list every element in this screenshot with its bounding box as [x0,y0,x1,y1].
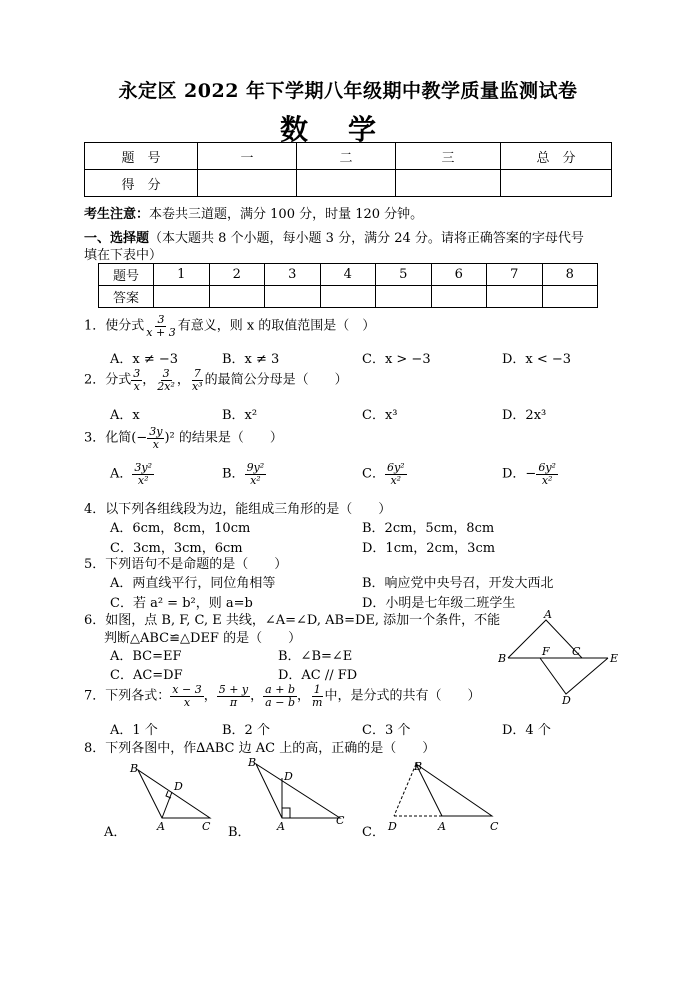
q1-den: x + 3 [146,325,176,339]
q3-option-c [362,462,407,486]
score-cell[interactable] [396,170,501,197]
q8-option-c: C． [362,825,385,840]
q6-option-a: A．BC=EF [110,649,182,664]
section1-desc-2: 填在下表中） [84,248,163,263]
q2-option-a: A．x [110,408,140,423]
q7-suffix: 中，是分式的共有（ ） [324,688,481,704]
q8c-label-b: B [414,760,423,773]
question-2: 2．分式 $\frac{3}{x}$ ， $\frac{3}{\text{2x²}}$ ， $\frac{7}{\text{x³}}$ 的最简公分母是（ ） [84,367,348,393]
answer-cell[interactable] [487,286,543,308]
q6-option-b: B．∠B=∠E [278,649,353,664]
score-row-label: 得 分 [85,170,198,197]
q8b-label-d: D [284,770,293,783]
answer-header-cell: 7 [487,264,543,286]
q8b-label-c: C [336,814,345,827]
answer-cell[interactable] [542,286,598,308]
score-header-cell: 三 [396,143,501,170]
q2-fraction-1 [131,368,142,392]
q8a-label-c: C [202,820,211,833]
q3-a-num: 3y² [134,461,153,474]
q5-option-d: D．小明是七年级二班学生 [362,596,516,611]
question-3 [84,426,283,450]
q1-option-a: A．x ≠ −3 [110,352,179,367]
q3-d-den: x² [541,473,553,487]
q1-option-d: D．x < −3 [502,352,572,367]
q3-b-num: 9y² [246,461,265,474]
q8a-label-d: D [174,780,183,793]
score-header-cell: 一 [198,143,297,170]
q7-fraction-4 [310,684,324,708]
q1-num: 3 [157,313,165,326]
score-cell[interactable] [198,170,297,197]
question-5: 5．下列语句不是命题的是（ ） [84,557,288,572]
q5-option-c: C．若 a² = b²，则 a=b [110,596,253,611]
q7-f3-num: a + b [265,683,295,696]
q7-f1-num: x − 3 [172,683,202,696]
answer-header-cell: 6 [431,264,487,286]
q6-option-d: D．AC // FD [278,668,358,683]
q3-b-frac [245,462,267,486]
score-header-cell: 二 [297,143,396,170]
question-8: 8．下列各图中，作∆ABC 边 AC 上的高，正确的是（ ） [84,741,436,756]
q3-c-num: 6y² [386,461,405,474]
notice-label: 考生注意： [84,207,150,222]
answer-row-label: 答案 [99,286,154,308]
question-1 [84,314,375,338]
q2-f2-den: 2x² [157,379,175,393]
section1-desc: （本大题共 8 个小题，每小题 3 分，满分 24 分。请将正确答案的字母代号 [149,231,584,246]
q3-prefix: 3．化简(− [84,430,148,446]
q4-option-b: B．2cm，5cm，8cm [362,521,495,536]
notice [84,203,423,222]
score-cell[interactable] [501,170,612,197]
q3-num: 3y [149,425,163,438]
q2-f1-num: 3 [133,367,141,380]
q8a-triangle [138,770,210,818]
q4-option-d: D．1cm，2cm，3cm [362,541,496,556]
q6-label-f: F [542,645,550,658]
answer-cell[interactable] [265,286,321,308]
q6-label-c: C [572,645,581,658]
question-7: 7．下列各式： $\frac{x - 3}{x}$ ， $\frac{5 + y}{\pi}$ ， $\frac{a + b}{a - b}$ ， $\frac{1}{m}$ 中，是分式的共有（ ） [84,683,481,709]
q7-prefix: 7．下列各式： [84,688,171,704]
q7-fraction-1 [170,684,203,708]
exam-title: 永定区 2022 年下学期八年级期中教学质量监测试卷 [118,80,578,102]
q7-f2-den: π [229,695,238,709]
q8-figure-b [246,754,356,836]
answer-cell[interactable] [209,286,265,308]
q3-c-den: x² [390,473,402,487]
q7-option-b: B．2 个 [222,723,270,738]
q3-c-frac [385,462,407,486]
q7-f4-num: 1 [313,683,321,696]
q8b-label-a: A [277,820,285,833]
q3-suffix: )² 的结果是（ ） [164,430,283,446]
q8-option-b: B． [228,825,251,840]
q2-option-b: B．x² [222,408,258,423]
answer-header-cell: 2 [209,264,265,286]
answer-header-cell: 题号 [99,264,154,286]
q6-label-b: B [498,652,507,665]
question-6-line1: 6．如图，点 B, F, C, E 共线，∠A=∠D, AB=DE, 添加一个条件，不能 [84,613,501,628]
q8b-right-angle [282,808,290,818]
q7-f2-num: 5 + y [218,683,249,696]
q7-fraction-3 [263,684,297,708]
q2-option-d: D．2x³ [502,408,547,423]
q3-d-frac [536,462,558,486]
q8c-triangle [416,764,492,816]
answer-cell[interactable] [431,286,487,308]
q7-f1-den: x [183,695,191,709]
subject-title: 数学 [279,113,416,146]
score-cell[interactable] [297,170,396,197]
q5-option-a: A．两直线平行，同位角相等 [110,576,276,591]
q3-option-b [222,462,266,486]
q2-prefix: 2．分式 [84,372,132,388]
answer-cell[interactable] [154,286,210,308]
q5-option-b: B．响应党中央号召，开发大西北 [362,576,554,591]
q3-b-den: x² [250,473,261,487]
q2-suffix: 的最简公分母是（ ） [204,372,348,388]
q2-option-c: C．x³ [362,408,398,423]
q8-figure-c [382,756,502,836]
q7-f4-den: m [312,695,323,709]
q1-fraction [144,314,177,338]
answer-header-cell: 3 [265,264,321,286]
score-header-cell: 题 号 [85,143,198,170]
q7-option-a: A．1 个 [110,723,158,738]
q8a-label-b: B [130,762,139,775]
q2-f3-num: 7 [193,367,201,380]
q3-fraction [147,426,164,450]
answer-header-cell: 8 [542,264,598,286]
q3-option-a [110,462,154,486]
q2-f1-den: x [133,379,140,393]
answer-header-cell: 1 [154,264,210,286]
answer-cell[interactable] [376,286,432,308]
q7-option-c: C．3 个 [362,723,411,738]
q6-option-c: C．AC=DF [110,668,183,683]
q7-fraction-2 [217,684,250,708]
q6-figure [498,606,622,706]
score-header-cell: 总 分 [501,143,612,170]
q8b-label-b: B [248,756,257,769]
q4-option-c: C．3cm，3cm，6cm [110,541,243,556]
q8-figure-a [124,758,224,836]
q2-f2-num: 3 [162,367,170,380]
q3-c-label: C． [362,466,385,482]
q3-den: x [152,437,159,451]
q1-option-c: C．x > −3 [362,352,431,367]
q3-a-label: A． [110,466,133,482]
q1-suffix: 有意义，则 x 的取值范围是（ ） [177,318,376,334]
q6-label-e: E [610,652,619,665]
q8c-label-c: C [490,820,499,833]
q8c-label-d: D [388,820,397,833]
q4-option-a: A．6cm，8cm，10cm [110,521,251,536]
q2-fraction-2 [155,368,177,392]
q3-d-label: D．− [502,466,537,482]
answer-header-cell: 5 [376,264,432,286]
q6-label-d: D [562,694,571,706]
answer-table [98,263,598,308]
q3-b-label: B． [222,466,245,482]
q8a-label-a: A [157,820,165,833]
q6-label-a: A [544,608,552,621]
q3-option-d [502,462,558,486]
question-6-line2: 判断△ABC≌△DEF 的是（ ） [104,631,302,646]
q8c-label-a: A [438,820,446,833]
q1-option-b: B．x ≠ 3 [222,352,280,367]
q8-option-a: A． [104,825,127,840]
score-table [84,142,612,197]
q3-d-num: 6y² [538,461,556,474]
question-4: 4．以下列各组线段为边，能组成三角形的是（ ） [84,502,392,517]
q3-a-den: x² [137,473,149,487]
q1-prefix: 1．使分式 [84,318,145,334]
q2-f3-den: x³ [191,379,203,393]
q7-option-d: D．4 个 [502,723,551,738]
q8c-altitude [394,764,416,816]
answer-header-cell: 4 [320,264,376,286]
q6-triangle-def [540,658,608,694]
q2-fraction-3 [190,368,205,392]
notice-text: 本卷共三道题，满分 100 分，时量 120 分钟。 [149,207,424,222]
q3-a-frac [132,462,154,486]
section1-heading: 一、选择题 [84,231,150,246]
q8b-triangle [256,764,340,818]
q7-f3-den: a − b [265,695,295,709]
answer-cell[interactable] [320,286,376,308]
